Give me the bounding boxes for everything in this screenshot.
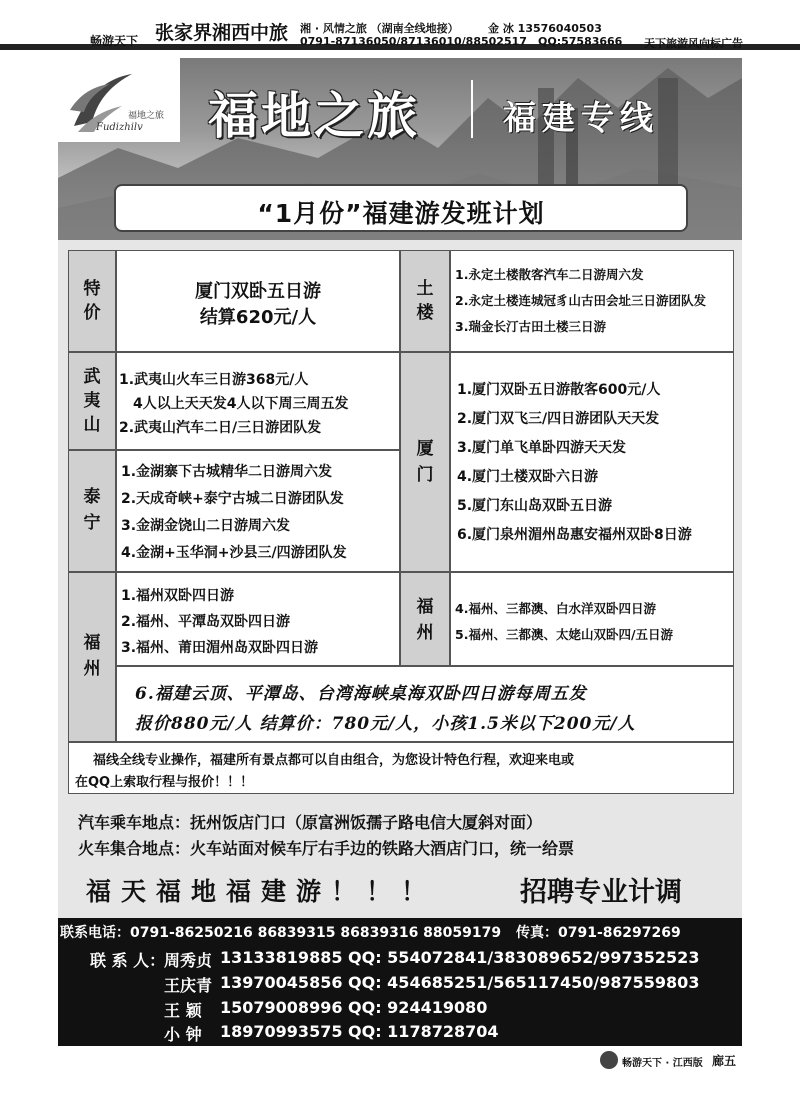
person-3-name: 王 颖: [164, 1001, 202, 1020]
wuyishan-label-2: 夷: [83, 391, 101, 411]
footer-brand: 畅游天下 · 江西版: [622, 1058, 703, 1069]
logo-roman: Fudizhilv: [96, 122, 143, 133]
xiamen-label-cell: [400, 352, 450, 572]
fuzhou-right-line-2: 5.福州、三都澳、太姥山双卧四/五日游: [455, 627, 674, 642]
note-cell: [68, 742, 734, 794]
person-1-phone: 13133819885: [220, 948, 343, 967]
train-meeting: [78, 836, 574, 859]
fuzhou-label-1: 福: [83, 633, 101, 653]
person-4-name: 小 钟: [164, 1025, 202, 1044]
xiamen-line-4: 4.厦门土楼双卧六日游: [457, 469, 599, 485]
wuyishan-line-2: 4人以上天天发4人以下周三周五发: [133, 396, 349, 412]
xiamen-line-6: 6.厦门泉州湄州岛惠安福州双卧8日游: [457, 527, 692, 543]
fuzhou-left-line-3: 3.福州、莆田湄州岛双卧四日游: [121, 640, 319, 656]
bus-place: 抚州饭店门口（原富洲饭孺子路电信大厦斜对面）: [190, 813, 543, 832]
top-strip: [0, 0, 800, 50]
note-line-1: 福线全线专业操作，福建所有景点都可以自由组合，为您设计特色行程，欢迎来电或: [93, 753, 575, 768]
fuzhou-right-label-2: 州: [416, 623, 434, 643]
wuyishan-line-3: 2.武夷山汽车二日/三日游团队发: [119, 420, 322, 436]
person-1-qq: QQ: 554072841/383089652/997352523: [348, 948, 700, 967]
special-label-2: 价: [83, 303, 101, 323]
person-1-name: 周秀贞: [164, 951, 213, 970]
wuyishan-line-1: 1.武夷山火车三日游368元/人: [119, 372, 309, 388]
strip-qq: QQ:57583666: [538, 35, 623, 48]
slogan: 福天福地福建游！！！: [86, 877, 437, 906]
wuyishan-cell: [116, 352, 400, 450]
xiamen-line-2: 2.厦门双飞三/四日游团队天天发: [457, 411, 660, 427]
taining-label-2: 宁: [83, 513, 101, 533]
taining-line-1: 1.金湖寨下古城精华二日游周六发: [121, 464, 333, 480]
special-main: 厦门双卧五日游: [195, 281, 321, 302]
wuyishan-label-3: 山: [83, 415, 101, 435]
banner-divider: [471, 80, 473, 138]
tulou-label-1: 土: [416, 279, 434, 299]
fuzhou-special-line-1: 6.福建云顶、平潭岛、台湾海峡桌海双卧四日游每周五发: [135, 684, 587, 704]
note-line-2: 在QQ上索取行程与报价！！！: [75, 775, 254, 790]
plan-title-box: [114, 184, 688, 232]
tulou-label-2: 楼: [416, 303, 434, 323]
people-label: 联 系 人：: [90, 951, 166, 970]
taining-cell: [116, 450, 400, 572]
fuzhou-right-line-1: 4.福州、三都澳、白水洋双卧四日游: [455, 601, 656, 616]
tulou-line-3: 3.瑞金长汀古田土楼三日游: [455, 319, 606, 334]
taining-line-3: 3.金湖金饶山二日游周六发: [121, 518, 291, 534]
banner-title: 福地之旅: [208, 87, 420, 145]
strip-brand: 畅游天下: [90, 34, 139, 48]
fax-number: 0791-86297269: [558, 925, 681, 941]
fuzhou-special-line-2: 报价880元/人 结算价：780元/人，小孩1.5米以下200元/人: [135, 714, 636, 734]
xiamen-line-3: 3.厦门单飞单卧四游天天发: [457, 440, 627, 456]
strip-ad-note: 天下旅游风向标广告: [644, 37, 743, 50]
person-2-qq: QQ: 454685251/565117450/987559803: [348, 973, 700, 992]
fuzhou-special-cell: [116, 666, 734, 742]
fuzhou-left-cell: [116, 572, 400, 666]
footer-page: 廊五: [712, 1054, 737, 1068]
fuzhou-right-label-1: 福: [416, 597, 434, 617]
xiamen-cell: [450, 352, 734, 572]
fuzhou-left-line-1: 1.福州双卧四日游: [121, 588, 235, 604]
banner-subtitle: 福建专线: [503, 98, 659, 137]
taining-line-2: 2.天成奇峡+泰宁古城二日游团队发: [121, 491, 344, 507]
tulou-line-2: 2.永定土楼连城冠豸山古田会址三日游团队发: [455, 293, 706, 308]
footer-logo-icon: [600, 1051, 618, 1069]
tulou-cell: [450, 250, 734, 352]
bus-boarding: [78, 810, 542, 833]
recruit: 招聘专业计调: [520, 877, 682, 908]
strip-phones: 0791-87136050/87136010/88502517: [300, 35, 527, 48]
fuzhou-left-line-2: 2.福州、平潭岛双卧四日游: [121, 614, 291, 630]
contact-phone-row: [60, 922, 681, 942]
person-2-name: 王庆青: [164, 976, 213, 995]
logo-name: 福地之旅: [128, 111, 165, 121]
xiamen-label-1: 厦: [416, 439, 434, 459]
plan-title: “1月份”福建游发班计划: [257, 199, 545, 228]
bus-label: 汽车乘车地点：: [78, 813, 191, 832]
train-place: 火车站面对候车厅右手边的铁路大酒店门口，统一给票: [190, 839, 575, 858]
wuyishan-label-cell: [68, 352, 116, 450]
taining-line-4: 4.金湖+玉华洞+沙县三/四游团队发: [121, 545, 347, 561]
wuyishan-label-1: 武: [83, 367, 101, 387]
train-label: 火车集合地点：: [78, 839, 191, 858]
xiamen-line-1: 1.厦门双卧五日游散客600元/人: [457, 382, 661, 398]
person-3-phone: 15079008996: [220, 998, 343, 1017]
person-2-phone: 13970045856: [220, 973, 343, 992]
fuzhou-right-cell: [450, 572, 734, 666]
strip-subtitle: 湘 · 风情之旅 （湖南全线地接）: [300, 22, 459, 35]
taining-label-cell: [68, 450, 116, 572]
taining-label-1: 泰: [83, 487, 101, 507]
fax-label: 传真：: [516, 925, 558, 941]
phone-label: 联系电话：: [60, 925, 130, 941]
special-cell: [116, 250, 400, 352]
person-3-qq: QQ: 924419080: [348, 998, 488, 1017]
special-label-1: 特: [83, 279, 101, 299]
xiamen-line-5: 5.厦门东山岛双卧五日游: [457, 498, 613, 514]
fuzhou-label-2: 州: [83, 659, 101, 679]
fuzhou-right-label-cell: [400, 572, 450, 666]
special-price: 结算620元/人: [199, 307, 317, 328]
logo: [58, 58, 180, 142]
xiamen-label-2: 门: [416, 465, 434, 485]
special-label-cell: [68, 250, 116, 352]
tulou-line-1: 1.永定土楼散客汽车二日游周六发: [455, 267, 644, 282]
phone-numbers: 0791-86250216 86839315 86839316 88059179: [130, 925, 502, 941]
main-panel: [58, 58, 742, 1046]
person-4-qq: QQ: 1178728704: [348, 1022, 499, 1041]
tulou-label-cell: [400, 250, 450, 352]
banner: [58, 58, 742, 240]
strip-agency: 张家界湘西中旅: [155, 22, 289, 44]
strip-contact: 金 冰 13576040503: [488, 22, 602, 35]
fuzhou-label-cell: [68, 572, 116, 742]
person-4-phone: 18970993575: [220, 1022, 343, 1041]
contact-block: [58, 918, 742, 1046]
